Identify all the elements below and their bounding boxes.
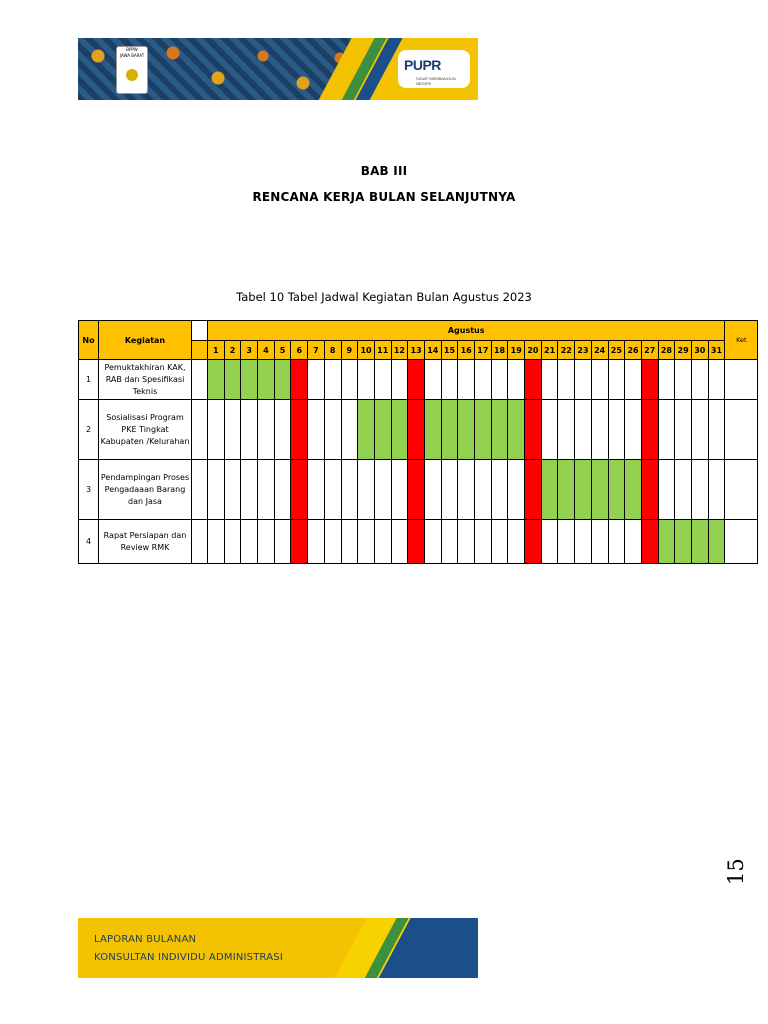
footer-report-title: LAPORAN BULANAN	[94, 934, 197, 945]
day-cell	[358, 460, 375, 520]
bppw-seal	[116, 46, 148, 94]
seal-line-2: JAWA BARAT	[119, 53, 145, 58]
day-cell	[224, 460, 241, 520]
day-cell	[324, 400, 341, 460]
scheduled-cell	[274, 360, 291, 400]
day-cell	[208, 520, 225, 564]
spacer-cell	[192, 460, 208, 520]
day-cell	[691, 360, 708, 400]
day-cell	[508, 460, 525, 520]
day-cell	[708, 400, 725, 460]
day-cell	[341, 400, 358, 460]
day-cell	[308, 460, 325, 520]
day-header: 10	[358, 341, 375, 360]
day-cell	[458, 520, 475, 564]
day-cell	[491, 460, 508, 520]
scheduled-cell	[441, 400, 458, 460]
day-cell	[308, 520, 325, 564]
day-cell	[274, 460, 291, 520]
holiday-cell	[291, 360, 308, 400]
col-note-header: Ket	[725, 321, 758, 360]
day-header: 25	[608, 341, 625, 360]
day-cell	[675, 360, 692, 400]
scheduled-cell	[508, 400, 525, 460]
table-row	[79, 460, 758, 520]
scheduled-cell	[391, 400, 408, 460]
day-cell	[608, 520, 625, 564]
day-cell	[258, 520, 275, 564]
row-number: 2	[79, 400, 99, 460]
holiday-cell	[408, 400, 425, 460]
day-cell	[508, 520, 525, 564]
scheduled-cell	[358, 400, 375, 460]
day-cell	[541, 360, 558, 400]
day-cell	[491, 360, 508, 400]
chapter-number: BAB III	[360, 164, 408, 178]
day-cell	[475, 520, 492, 564]
scheduled-cell	[374, 400, 391, 460]
day-header: 9	[341, 341, 358, 360]
day-cell	[224, 400, 241, 460]
pupr-logo-tagline: SIGAP MEMBANGUN NEGERI	[416, 76, 456, 86]
col-no-header: No	[79, 321, 99, 360]
day-cell	[241, 460, 258, 520]
day-cell	[708, 460, 725, 520]
day-cell	[608, 400, 625, 460]
scheduled-cell	[241, 360, 258, 400]
day-cell	[508, 360, 525, 400]
day-cell	[658, 360, 675, 400]
day-spacer	[192, 341, 208, 360]
day-cell	[391, 460, 408, 520]
table-row	[79, 520, 758, 564]
day-cell	[441, 460, 458, 520]
day-cell	[441, 360, 458, 400]
holiday-cell	[641, 520, 658, 564]
holiday-cell	[641, 460, 658, 520]
day-cell	[458, 460, 475, 520]
day-header: 27	[641, 341, 658, 360]
header-banner	[78, 38, 478, 100]
day-header: 7	[308, 341, 325, 360]
day-cell	[258, 400, 275, 460]
table-row	[79, 360, 758, 400]
day-cell	[708, 360, 725, 400]
activity-name: Pemuktakhiran KAK, RAB dan Spesifikasi Teknis	[99, 360, 192, 400]
row-number: 4	[79, 520, 99, 564]
day-cell	[308, 360, 325, 400]
holiday-cell	[408, 360, 425, 400]
scheduled-cell	[575, 460, 592, 520]
day-cell	[324, 460, 341, 520]
day-header: 20	[525, 341, 542, 360]
note-cell	[725, 520, 758, 564]
day-cell	[341, 460, 358, 520]
day-cell	[591, 360, 608, 400]
day-cell	[575, 400, 592, 460]
month-spacer	[192, 321, 208, 341]
col-activity-header: Kegiatan	[99, 321, 192, 360]
note-cell	[725, 400, 758, 460]
day-cell	[608, 360, 625, 400]
day-cell	[675, 460, 692, 520]
day-cell	[274, 400, 291, 460]
table-caption: Tabel 10 Tabel Jadwal Kegiatan Bulan Agustus 2023	[236, 290, 532, 304]
spacer-cell	[192, 400, 208, 460]
day-header: 16	[458, 341, 475, 360]
chapter-title: RENCANA KERJA BULAN SELANJUTNYA	[252, 190, 516, 204]
spacer-cell	[192, 520, 208, 564]
day-cell	[541, 520, 558, 564]
activity-name: Pendampingan Proses Pengadaaan Barang dan Jasa	[99, 460, 192, 520]
day-cell	[374, 460, 391, 520]
scheduled-cell	[608, 460, 625, 520]
day-cell	[575, 360, 592, 400]
day-cell	[675, 400, 692, 460]
schedule-table	[78, 320, 758, 564]
day-header: 14	[424, 341, 441, 360]
day-cell	[658, 460, 675, 520]
day-header: 5	[274, 341, 291, 360]
day-header: 4	[258, 341, 275, 360]
day-header: 8	[324, 341, 341, 360]
day-header: 12	[391, 341, 408, 360]
day-header: 28	[658, 341, 675, 360]
table-row	[79, 400, 758, 460]
day-cell	[491, 520, 508, 564]
day-header: 11	[374, 341, 391, 360]
day-cell	[658, 400, 675, 460]
scheduled-cell	[541, 460, 558, 520]
day-cell	[341, 360, 358, 400]
holiday-cell	[291, 460, 308, 520]
day-cell	[691, 400, 708, 460]
pupr-logo-text: PUPR	[404, 57, 441, 73]
note-cell	[725, 360, 758, 400]
day-cell	[625, 360, 642, 400]
day-cell	[208, 400, 225, 460]
day-header: 30	[691, 341, 708, 360]
day-cell	[391, 520, 408, 564]
note-cell	[725, 460, 758, 520]
scheduled-cell	[224, 360, 241, 400]
day-cell	[391, 360, 408, 400]
day-cell	[558, 400, 575, 460]
day-cell	[224, 520, 241, 564]
holiday-cell	[291, 400, 308, 460]
day-cell	[358, 360, 375, 400]
day-cell	[458, 360, 475, 400]
day-header: 31	[708, 341, 725, 360]
holiday-cell	[408, 460, 425, 520]
day-cell	[558, 520, 575, 564]
month-header: Agustus	[208, 321, 725, 341]
holiday-cell	[525, 400, 542, 460]
day-cell	[308, 400, 325, 460]
holiday-cell	[408, 520, 425, 564]
day-header: 22	[558, 341, 575, 360]
day-header: 18	[491, 341, 508, 360]
day-header: 29	[675, 341, 692, 360]
day-header: 13	[408, 341, 425, 360]
seal-emblem-icon	[126, 69, 138, 81]
day-cell	[324, 360, 341, 400]
scheduled-cell	[458, 400, 475, 460]
day-cell	[241, 520, 258, 564]
holiday-cell	[641, 400, 658, 460]
scheduled-cell	[258, 360, 275, 400]
day-cell	[591, 400, 608, 460]
row-number: 3	[79, 460, 99, 520]
day-header: 17	[475, 341, 492, 360]
holiday-cell	[641, 360, 658, 400]
day-cell	[541, 400, 558, 460]
row-number: 1	[79, 360, 99, 400]
day-header: 21	[541, 341, 558, 360]
day-header: 15	[441, 341, 458, 360]
day-cell	[374, 360, 391, 400]
scheduled-cell	[491, 400, 508, 460]
page-number: 15	[724, 858, 748, 885]
day-cell	[424, 360, 441, 400]
day-cell	[475, 360, 492, 400]
activity-name: Sosialisasi Program PKE Tingkat Kabupaten /Kelurahan	[99, 400, 192, 460]
holiday-cell	[525, 360, 542, 400]
holiday-cell	[525, 520, 542, 564]
scheduled-cell	[675, 520, 692, 564]
scheduled-cell	[691, 520, 708, 564]
scheduled-cell	[208, 360, 225, 400]
holiday-cell	[291, 520, 308, 564]
day-cell	[424, 520, 441, 564]
day-cell	[324, 520, 341, 564]
day-cell	[374, 520, 391, 564]
scheduled-cell	[475, 400, 492, 460]
activity-name: Rapat Persiapan dan Review RMK	[99, 520, 192, 564]
seal-line-1: BPPW	[126, 47, 138, 52]
day-header: 23	[575, 341, 592, 360]
day-header: 1	[208, 341, 225, 360]
footer-consultant-title: KONSULTAN INDIVIDU ADMINISTRASI	[94, 952, 284, 963]
day-cell	[625, 400, 642, 460]
scheduled-cell	[708, 520, 725, 564]
day-cell	[424, 460, 441, 520]
day-cell	[691, 460, 708, 520]
day-header: 2	[224, 341, 241, 360]
day-cell	[274, 520, 291, 564]
day-header: 24	[591, 341, 608, 360]
day-cell	[241, 400, 258, 460]
holiday-cell	[525, 460, 542, 520]
day-header: 26	[625, 341, 642, 360]
day-cell	[591, 520, 608, 564]
day-header: 19	[508, 341, 525, 360]
day-cell	[258, 460, 275, 520]
scheduled-cell	[658, 520, 675, 564]
day-cell	[208, 460, 225, 520]
day-cell	[625, 520, 642, 564]
scheduled-cell	[591, 460, 608, 520]
day-cell	[558, 360, 575, 400]
day-cell	[341, 520, 358, 564]
day-header: 3	[241, 341, 258, 360]
scheduled-cell	[625, 460, 642, 520]
day-cell	[475, 460, 492, 520]
day-header: 6	[291, 341, 308, 360]
scheduled-cell	[558, 460, 575, 520]
scheduled-cell	[424, 400, 441, 460]
pupr-logo	[398, 50, 470, 88]
footer-banner	[78, 918, 478, 978]
day-cell	[358, 520, 375, 564]
day-cell	[441, 520, 458, 564]
day-cell	[575, 520, 592, 564]
spacer-cell	[192, 360, 208, 400]
